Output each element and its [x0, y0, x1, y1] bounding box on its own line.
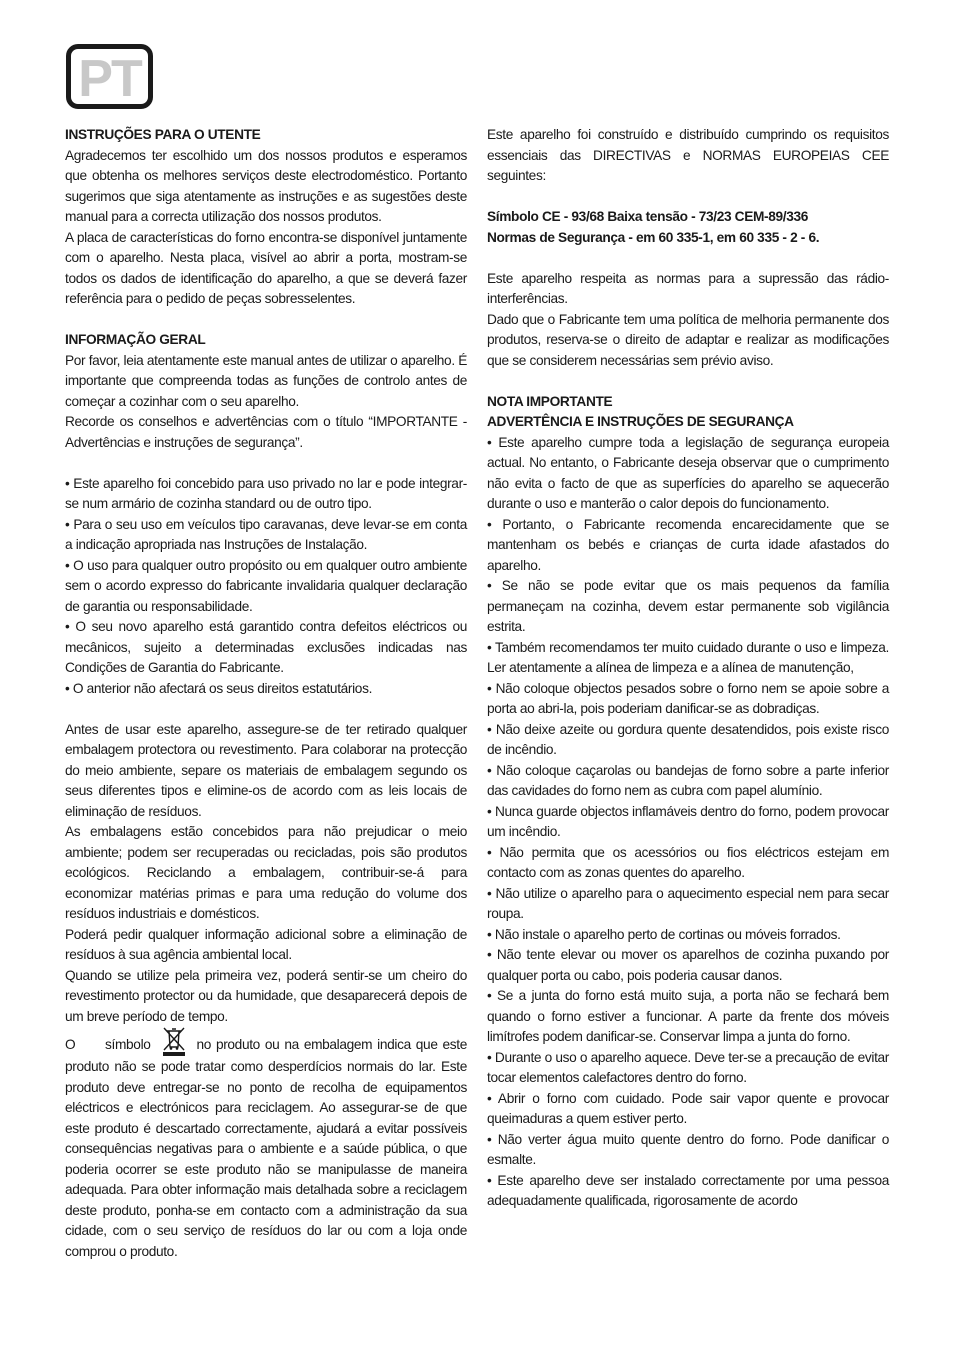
left-column	[65, 125, 467, 1262]
bullet-item: • O uso para qualquer outro propósito ou em qualquer outro ambiente sem o acordo expresso do fabricante invalidaria qualquer declaração de garantia ou responsabilidade.	[65, 557, 467, 614]
bullet-item: • Durante o uso o aparelho aquece. Deve ter-se a precaução de evitar tocar elementos calefactores dentro do forno.	[487, 1049, 889, 1085]
right-column	[487, 125, 889, 1212]
weee-paragraph	[65, 1027, 467, 1262]
crossed-bin-icon	[160, 1027, 188, 1057]
paragraph: Por favor, leia atentamente este manual antes de utilizar o aparelho. É importante que compreenda todas as funções de controlo antes de começar a cozinhar com o seu aparelho.	[65, 352, 468, 409]
paragraph: Este aparelho foi construído e distribuído cumprindo os requisitos essenciais das DIRECTIVAS e NORMAS EUROPEIAS CEE seguintes:	[487, 127, 889, 183]
bullet-item: • Portanto, o Fabricante recomenda encarecidamente que se mantenham os bebés e crianças de curta idade afastados do aparelho.	[487, 516, 889, 573]
bullet-item: • O seu novo aparelho está garantido contra defeitos eléctricos ou mecânicos, sujeito a determinadas exclusões indicadas nas Condições de Garantia do Fabricante.	[65, 619, 467, 675]
bullet-item: • Nunca guarde objectos inflamáveis dentro do forno, podem provocar um incêndio.	[487, 803, 889, 839]
weee-body-text: no produto ou na embalagem indica que este produto não se pode tratar como desperdícios normais do lar. Este produto deve entregar-se no ponto de recolha de equipamentos eléctricos e electrónicos para reciclagem. Ao assegurar-se de que este produto é descartado correctamente, ajudará a evitar possíveis consequências negativas para o ambiente e a saúde pública, o que poderia ocorrer se este produto não se manipulasse de maneira adequada. Para obter informação mais detalhada sobre a reciclagem deste produto, ponha-se em contacto com a administração da sua cidade, com o seu serviço de resíduos do lar ou com a loja onde comprou o produto.	[65, 1037, 468, 1259]
paragraph: Este aparelho respeita as normas para a supressão das rádio-interferências.	[487, 270, 889, 306]
bullet-item: • Se não se pode evitar que os mais pequenos da família permaneçam na cozinha, devem estar permanente sob vigilância estrita.	[487, 578, 889, 634]
paragraph: Recorde os conselhos e advertências com o título “IMPORTANTE - Advertências e instruções de segurança”.	[65, 414, 467, 450]
language-code: PT	[78, 50, 141, 108]
bullet-item: • Este aparelho cumpre toda a legislação de segurança europeia actual. No entanto, o Fabricante deseja observar que o cumprimento não evita o facto de que as superfícies do aparelho se aquecerão durante o uso e manterão o calor depois do funcionamento.	[487, 434, 889, 511]
paragraph: Agradecemos ter escolhido um dos nossos produtos e esperamos que obtenha os melhores serviços deste electrodoméstico. Portanto sugerimos que siga atentamente as instruções e as sugestões deste manual para a correcta utilização dos nossos produtos.	[65, 147, 467, 224]
bullet-item: • Não deixe azeite ou gordura quente desatendidos, pois existe risco de incêndio.	[487, 721, 889, 757]
paragraph: As embalagens estão concebidos para não prejudicar o meio ambiente; podem ser recuperadas ou recicladas, pois são produtos ecológicos. Reciclando a embalagem, contribuir-se-á para economizar matérias primas e para uma redução do volume dos resíduos industriais e domésticos.	[65, 824, 467, 921]
paragraph: Dado que o Fabricante tem uma política de melhoria permanente dos produtos, reserva-se o direito de adaptar e realizar as modificações que se considerem necessárias sem prévio aviso.	[487, 311, 889, 368]
bullet-item: • Abrir o forno com cuidado. Pode sair vapor quente e provocar queimaduras a quem estiver perto.	[487, 1090, 889, 1126]
bullet-item: • Para o seu uso em veículos tipo caravanas, deve levar-se em conta a indicação apropriada nas Instruções de Instalação.	[65, 516, 467, 552]
bullet-item: • Não coloque objectos pesados sobre o forno nem se apoie sobre a porta ao abri-la, pois poderiam danificar-se as dobradiças.	[487, 680, 889, 716]
section-heading-important-note: NOTA IMPORTANTE	[487, 393, 613, 409]
standards-line: Normas de Segurança - em 60 335-1, em 60 335 - 2 - 6.	[487, 229, 820, 245]
bullet-item: • Se a junta do forno está muito suja, a porta não se fechará bem quando o forno estiver a funcionar. A parte da frente dos móveis limítrofes podem danificar-se. Conservar limpa a junta do forno.	[487, 988, 889, 1044]
section-heading-safety: ADVERTÊNCIA E INSTRUÇÕES DE SEGURANÇA	[487, 414, 794, 429]
language-badge	[66, 44, 153, 109]
standards-line: Símbolo CE - 93/68 Baixa tensão - 73/23 CEM-89/336	[487, 209, 809, 224]
bullet-item: • Não instale o aparelho perto de cortinas ou móveis forrados.	[487, 926, 841, 942]
bullet-item: • Não verter água muito quente dentro do forno. Pode danificar o esmalte.	[487, 1131, 889, 1167]
paragraph: Antes de usar este aparelho, assegure-se de ter retirado qualquer embalagem protectora ou revestimento. Para colaborar na protecção do meio ambiente, separe os materiais de embalagem segundo os seus diferentes tipos e elimine-os de acordo com as leis locais de eliminação de resíduos.	[65, 721, 467, 819]
bullet-item: • Este aparelho foi concebido para uso privado no lar e pode integrar-se num armário de cozinha standard ou de outro tipo.	[65, 475, 467, 511]
section-heading-general-info: INFORMAÇÃO GERAL	[65, 332, 206, 347]
paragraph: Quando se utilize pela primeira vez, poderá sentir-se um cheiro do revestimento protector ou da humidade, que desaparecerá depois de um breve período de tempo.	[65, 967, 467, 1024]
bullet-item: • Não permita que os acessórios ou fios eléctricos estejam em contacto com as zonas quentes do aparelho.	[487, 844, 889, 880]
bullet-item: • O anterior não afectará os seus direitos estatutários.	[65, 680, 373, 696]
bullet-item: • Não tente elevar ou mover os aparelhos de cozinha puxando por qualquer porta ou cabo, pois poderia causar danos.	[487, 947, 889, 983]
bullet-item: • Também recomendamos ter muito cuidado durante o uso e limpeza. Ler atentamente a alínea de limpeza e a alínea de manutenção,	[487, 639, 889, 675]
paragraph: A placa de características do forno encontra-se disponível juntamente com o aparelho. Nesta placa, visível ao abrir a porta, mostram-se todos os dados de identificação do aparelho, a que se deverá fazer referência para o pedido de peças sobresselentes.	[65, 229, 467, 306]
bullet-item: • Não utilize o aparelho para o aquecimento especial nem para secar roupa.	[487, 885, 889, 921]
bullet-item: • Este aparelho deve ser instalado correctamente por uma pessoa adequadamente qualificada, rigorosamente de acordo	[487, 1172, 889, 1208]
section-heading-user-instructions: INSTRUÇÕES PARA O UTENTE	[65, 127, 261, 142]
paragraph: Poderá pedir qualquer informação adicional sobre a eliminação de resíduos à sua agência ambiental local.	[65, 926, 467, 962]
bullet-item: • Não coloque caçarolas ou bandejas de forno sobre a parte inferior das cavidades do forno nem as cubra com papel alumínio.	[487, 762, 889, 798]
weee-lead-text: O símbolo	[65, 1037, 151, 1052]
